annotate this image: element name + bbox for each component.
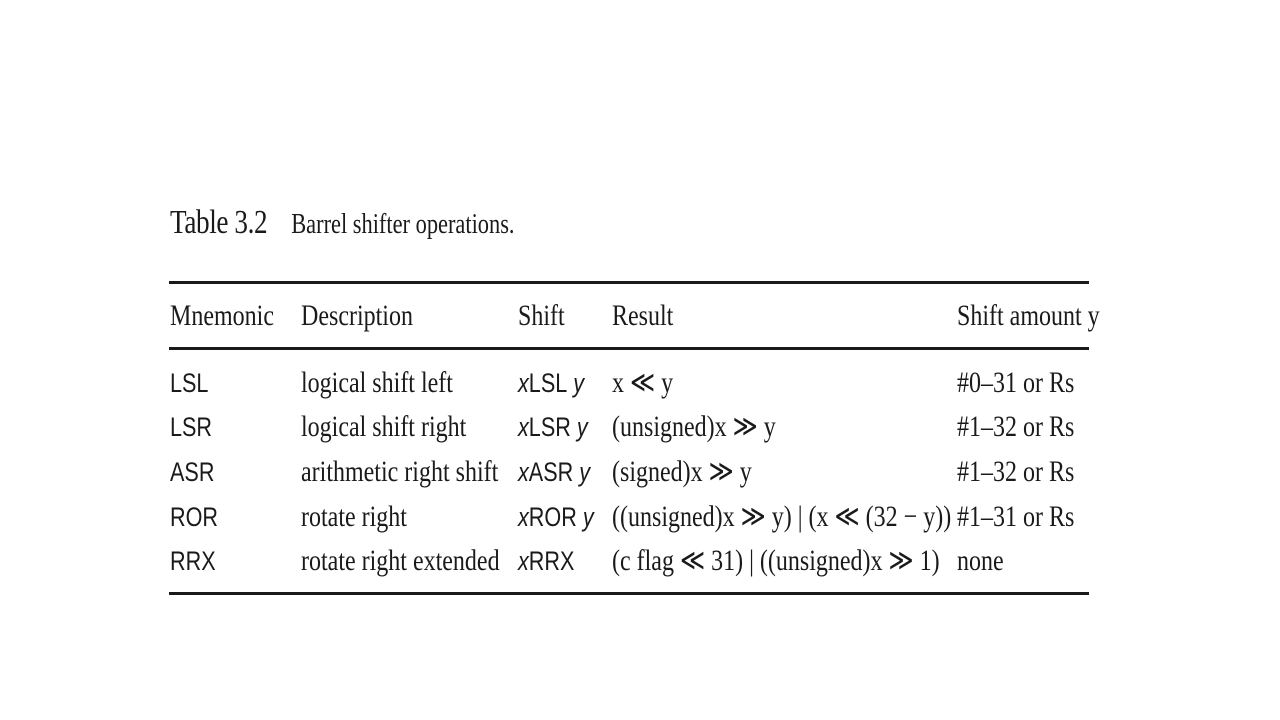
cell-result: (signed)x ≫ y [612,455,752,488]
header-result: Result [612,299,674,332]
cell-result: (unsigned)x ≫ y [612,410,776,443]
table-caption [170,204,515,242]
cell-shift: xLSL y [518,368,585,398]
cell-shift-amount: #1–32 or Rs [957,410,1075,443]
cell-description: rotate right extended [301,544,500,577]
cell-shift-amount: none [957,544,1004,577]
cell-result: ((unsigned)x ≫ y) | (x ≪ (32 − y)) [612,500,952,533]
cell-mnemonic: LSR [170,412,213,442]
bottom-rule [169,592,1089,595]
cell-description: rotate right [301,500,407,533]
header-shift-amount: Shift amount y [957,299,1100,332]
cell-shift: xRRX [518,546,575,576]
cell-description: logical shift left [301,366,453,399]
cell-shift: xROR y [518,502,594,532]
header-description: Description [301,299,413,332]
table-title: Barrel shifter operations. [291,209,515,240]
cell-mnemonic: LSL [170,368,209,398]
cell-shift-amount: #0–31 or Rs [957,366,1075,399]
cell-description: arithmetic right shift [301,455,499,488]
cell-result: x ≪ y [612,366,674,399]
cell-shift: xLSR y [518,412,588,442]
table-number: Table 3.2 [170,204,268,241]
cell-shift-amount: #1–32 or Rs [957,455,1075,488]
cell-shift-amount: #1–31 or Rs [957,500,1075,533]
cell-shift: xASR y [518,457,591,487]
cell-result: (c flag ≪ 31) | ((unsigned)x ≫ 1) [612,544,940,577]
top-rule [169,281,1089,284]
cell-mnemonic: RRX [170,546,216,576]
header-shift: Shift [518,299,565,332]
cell-description: logical shift right [301,410,467,443]
cell-mnemonic: ROR [170,502,218,532]
header-mnemonic: Mnemonic [170,299,274,332]
cell-mnemonic: ASR [170,457,215,487]
header-rule [169,347,1089,350]
